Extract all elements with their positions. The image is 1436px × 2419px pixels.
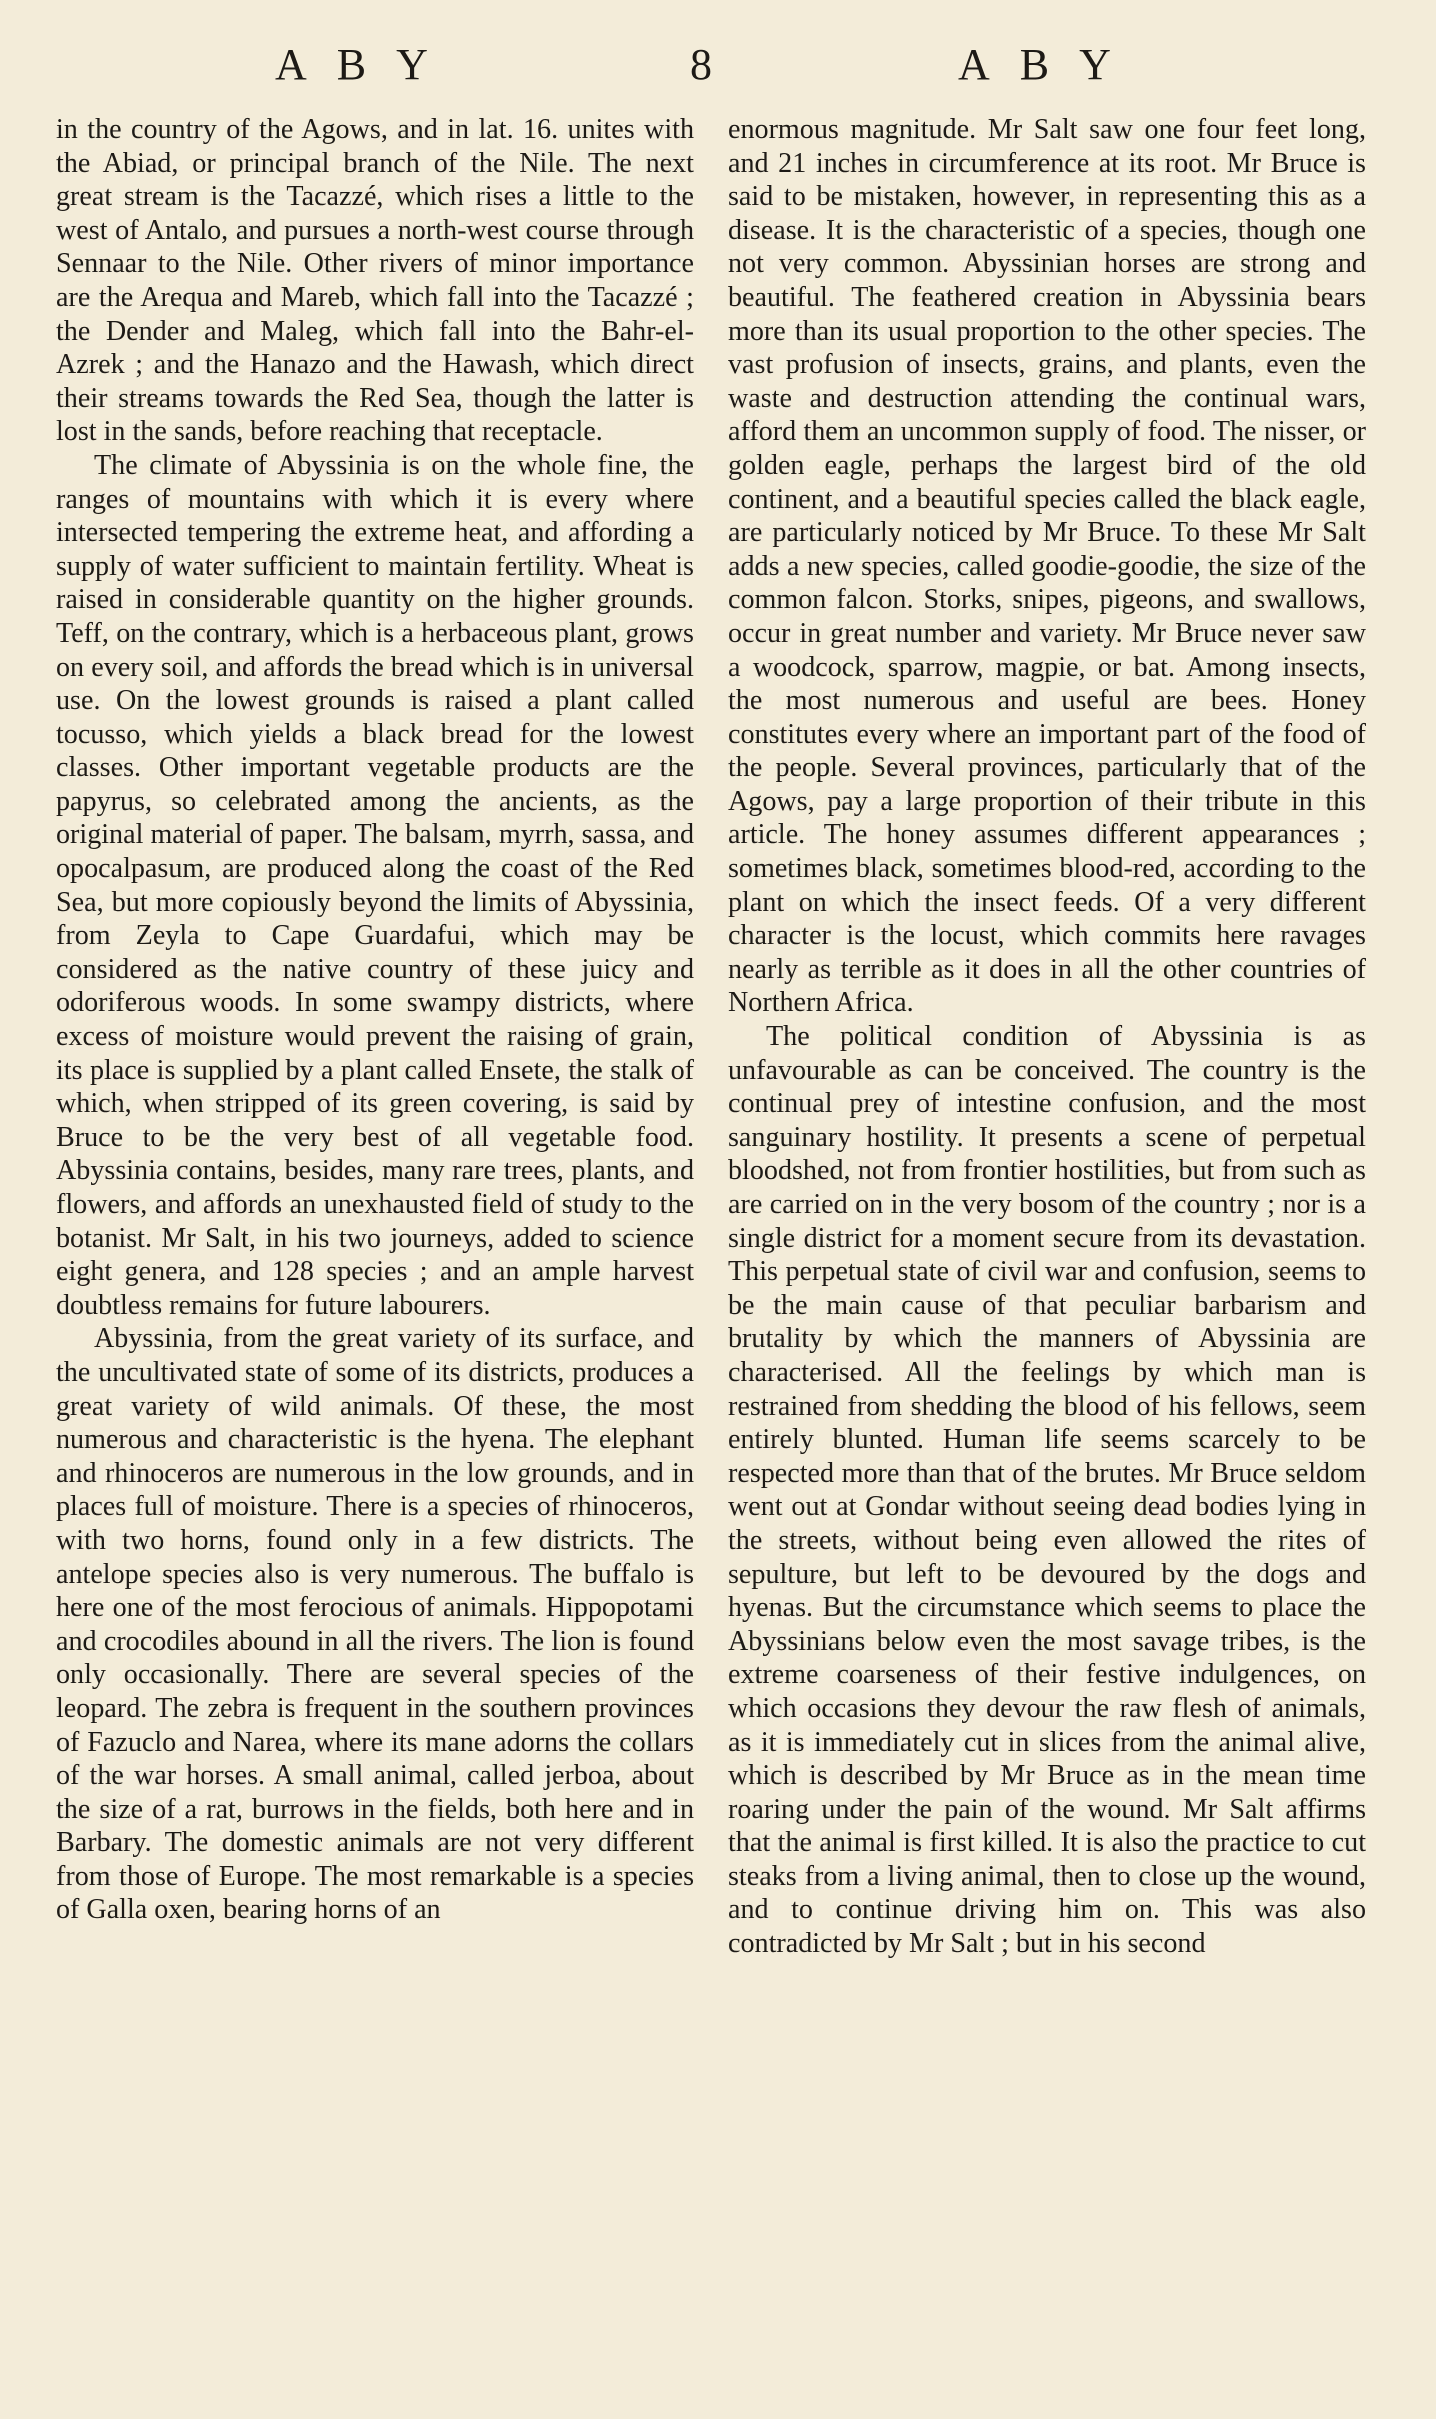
paragraph-continued: in the country of the Agows, and in lat. 16. unites with the Abiad, or principal branch of the Nile. The next great stream is the Tacazzé, which rises a little to the west of Antalo, and pursues a north-west course through Sennaar to the Nile. Other rivers of minor importance are the Arequa and Mareb, which fall into the Tacazzé ; the Dender and Maleg, which fall into the Bahr-el-Azrek ; and the Hanazo and the Hawash, which direct their streams towards the Red Sea, though the latter is lost in the sands, before reaching that receptacle. bbox=[56, 114, 694, 448]
paragraph-political-condition: The political condition of Abyssinia is as unfavourable as can be conceived. The country is the continual prey of intestine confusion, and the most sanguinary hostility. It presents a scene of perpetual bloodshed, not from frontier hostilities, but from such as are carried on in the very bosom of the country ; nor is a single district for a moment secure from its devastation. This perpetual state of civil war and confusion, seems to be the main cause of that peculiar barbarism and brutality by which the manners of Abyssinia are characterised. All the feelings by which man is restrained from shedding the blood of his fellows, seem entirely blunted. Human life seems scarcely to be respected more than that of the brutes. Mr Bruce seldom went out at Gondar without seeing dead bodies lying in the streets, without being even allowed the rites of sepulture, but left to be devoured by the dogs and hyenas. But the circumstance which seems to place the Abyssinians below even the most savage tribes, is the extreme coarseness of their festive indulgences, on which occasions they devour the raw flesh of animals, as it is immediately cut in slices from the animal alive, which is described by Mr Bruce as in the mean time roaring under the pain of the wound. Mr Salt affirms that the animal is first killed. It is also the practice to cut steaks from a living animal, then to close up the wound, and to continue driving him on. This was also contradicted by Mr Salt ; but in his second bbox=[728, 1021, 1366, 1960]
running-head-right: ABY bbox=[958, 40, 1141, 89]
right-column bbox=[728, 113, 1366, 1961]
page-number: 8 bbox=[690, 40, 712, 89]
left-column bbox=[56, 113, 694, 1927]
paragraph-climate: The climate of Abyssinia is on the whole fine, the ranges of mountains with which it is every where intersected tempering the extreme heat, and affording a supply of water sufficient to maintain fertility. Wheat is raised in considerable quantity on the higher grounds. Teff, on the contrary, which is a herbaceous plant, grows on every soil, and affords the bread which is in universal use. On the lowest grounds is raised a plant called tocusso, which yields a black bread for the lowest classes. Other important vegetable products are the papyrus, so celebrated among the ancients, as the original material of paper. The balsam, myrrh, sassa, and opocalpasum, are produced along the coast of the Red Sea, but more copiously beyond the limits of Abyssinia, from Zeyla to Cape Guardafui, which may be considered as the native country of these juicy and odoriferous woods. In some swampy districts, where excess of moisture would prevent the raising of grain, its place is supplied by a plant called Ensete, the stalk of which, when stripped of its green covering, is said by Bruce to be the very best of all vegetable food. Abyssinia contains, besides, many rare trees, plants, and flowers, and affords an unexhausted field of study to the botanist. Mr Salt, in his two journeys, added to science eight genera, and 128 species ; and an ample harvest doubtless remains for future labourers. bbox=[56, 449, 694, 1321]
paragraph-animals-continued: enormous magnitude. Mr Salt saw one four feet long, and 21 inches in circumference at its root. Mr Bruce is said to be mistaken, however, in representing this as a disease. It is the characteristic of a species, though one not very common. Abyssinian horses are strong and beautiful. The feathered creation in Abyssinia bears more than its usual proportion to the other species. The vast profusion of insects, grains, and plants, even the waste and destruction attending the continual wars, afford them an uncommon supply of food. The nisser, or golden eagle, perhaps the largest bird of the old continent, and a beautiful species called the black eagle, are particularly noticed by Mr Bruce. To these Mr Salt adds a new species, called goodie-goodie, the size of the common falcon. Storks, snipes, pigeons, and swallows, occur in great number and variety. Mr Bruce never saw a woodcock, sparrow, magpie, or bat. Among insects, the most numerous and useful are bees. Honey constitutes every where an important part of the food of the people. Several provinces, particularly that of the Agows, pay a large proportion of their tribute in this article. The honey assumes different appearances ; sometimes black, sometimes blood-red, according to the plant on which the insect feeds. Of a very different character is the locust, which commits here ravages nearly as terrible as it does in all the other countries of Northern Africa. bbox=[728, 114, 1366, 1019]
running-head-left: ABY bbox=[275, 40, 458, 89]
paragraph-animals: Abyssinia, from the great variety of its surface, and the uncultivated state of some of its districts, produces a great variety of wild animals. Of these, the most numerous and characteristic is the hyena. The elephant and rhinoceros are numerous in the low grounds, and in places full of moisture. There is a species of rhinoceros, with two horns, found only in a few districts. The antelope species also is very numerous. The buffalo is here one of the most ferocious of animals. Hippopotami and crocodiles abound in all the rivers. The lion is found only occasionally. There are several species of the leopard. The zebra is frequent in the southern provinces of Fazuclo and Narea, where its mane adorns the collars of the war horses. A small animal, called jerboa, about the size of a rat, burrows in the fields, both here and in Barbary. The domestic animals are not very different from those of Europe. The most remarkable is a species of Galla oxen, bearing horns of an bbox=[56, 1323, 694, 1926]
